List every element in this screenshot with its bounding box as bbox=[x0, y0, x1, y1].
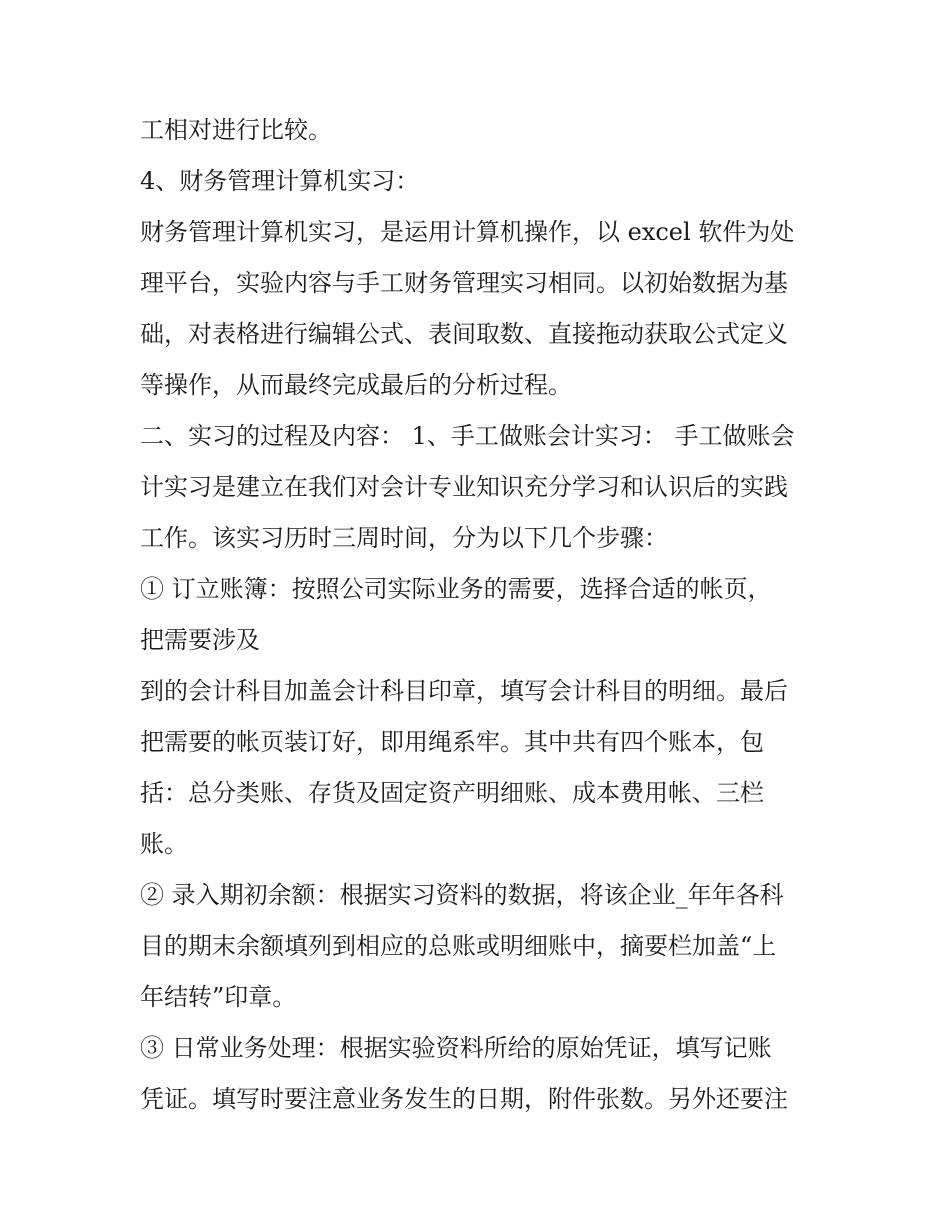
text-line: 把需要的帐页装订好，即用绳系牢。其中共有四个账本，包 bbox=[140, 728, 764, 756]
text-line: 目的期末余额填列到相应的总账或明细账中，摘要栏加盖“上 bbox=[140, 932, 777, 960]
list-item-step-1: ① 订立账簿：按照公司实际业务的需要，选择合适的帐页， bbox=[140, 575, 772, 603]
text-line: 凭证。填写时要注意业务发生的日期，附件张数。另外还要注 bbox=[140, 1085, 788, 1113]
text-line: 等操作，从而最终完成最后的分析过程。 bbox=[140, 371, 572, 399]
list-item-step-3: ③ 日常业务处理：根据实验资料所给的原始凭证，填写记账 bbox=[140, 1034, 772, 1062]
section-heading: 4、财务管理计算机实习： bbox=[140, 167, 420, 195]
text-line: 年结转”印章。 bbox=[140, 983, 297, 1011]
text-line: 财务管理计算机实习，是运用计算机操作，以 excel 软件为处 bbox=[140, 218, 795, 246]
text-line: 理平台，实验内容与手工财务管理实习相同。以初始数据为基 bbox=[140, 269, 788, 297]
text-line: 工作。该实习历时三周时间，分为以下几个步骤： bbox=[140, 524, 668, 552]
text-line: 计实习是建立在我们对会计专业知识充分学习和认识后的实践 bbox=[140, 473, 788, 501]
text-line: 把需要涉及 bbox=[140, 626, 260, 654]
text-line: 工相对进行比较。 bbox=[140, 116, 332, 144]
document-body bbox=[140, 105, 830, 1125]
section-heading: 二、实习的过程及内容： 1、手工做账会计实习： 手工做账会 bbox=[140, 422, 795, 450]
text-line: 础，对表格进行编辑公式、表间取数、直接拖动获取公式定义 bbox=[140, 320, 788, 348]
list-item-step-2: ② 录入期初余额：根据实习资料的数据，将该企业_年年各科 bbox=[140, 881, 784, 909]
text-line: 到的会计科目加盖会计科目印章，填写会计科目的明细。最后 bbox=[140, 677, 788, 705]
text-line: 账。 bbox=[140, 830, 188, 858]
text-line: 括：总分类账、存货及固定资产明细账、成本费用帐、三栏 bbox=[140, 779, 764, 807]
